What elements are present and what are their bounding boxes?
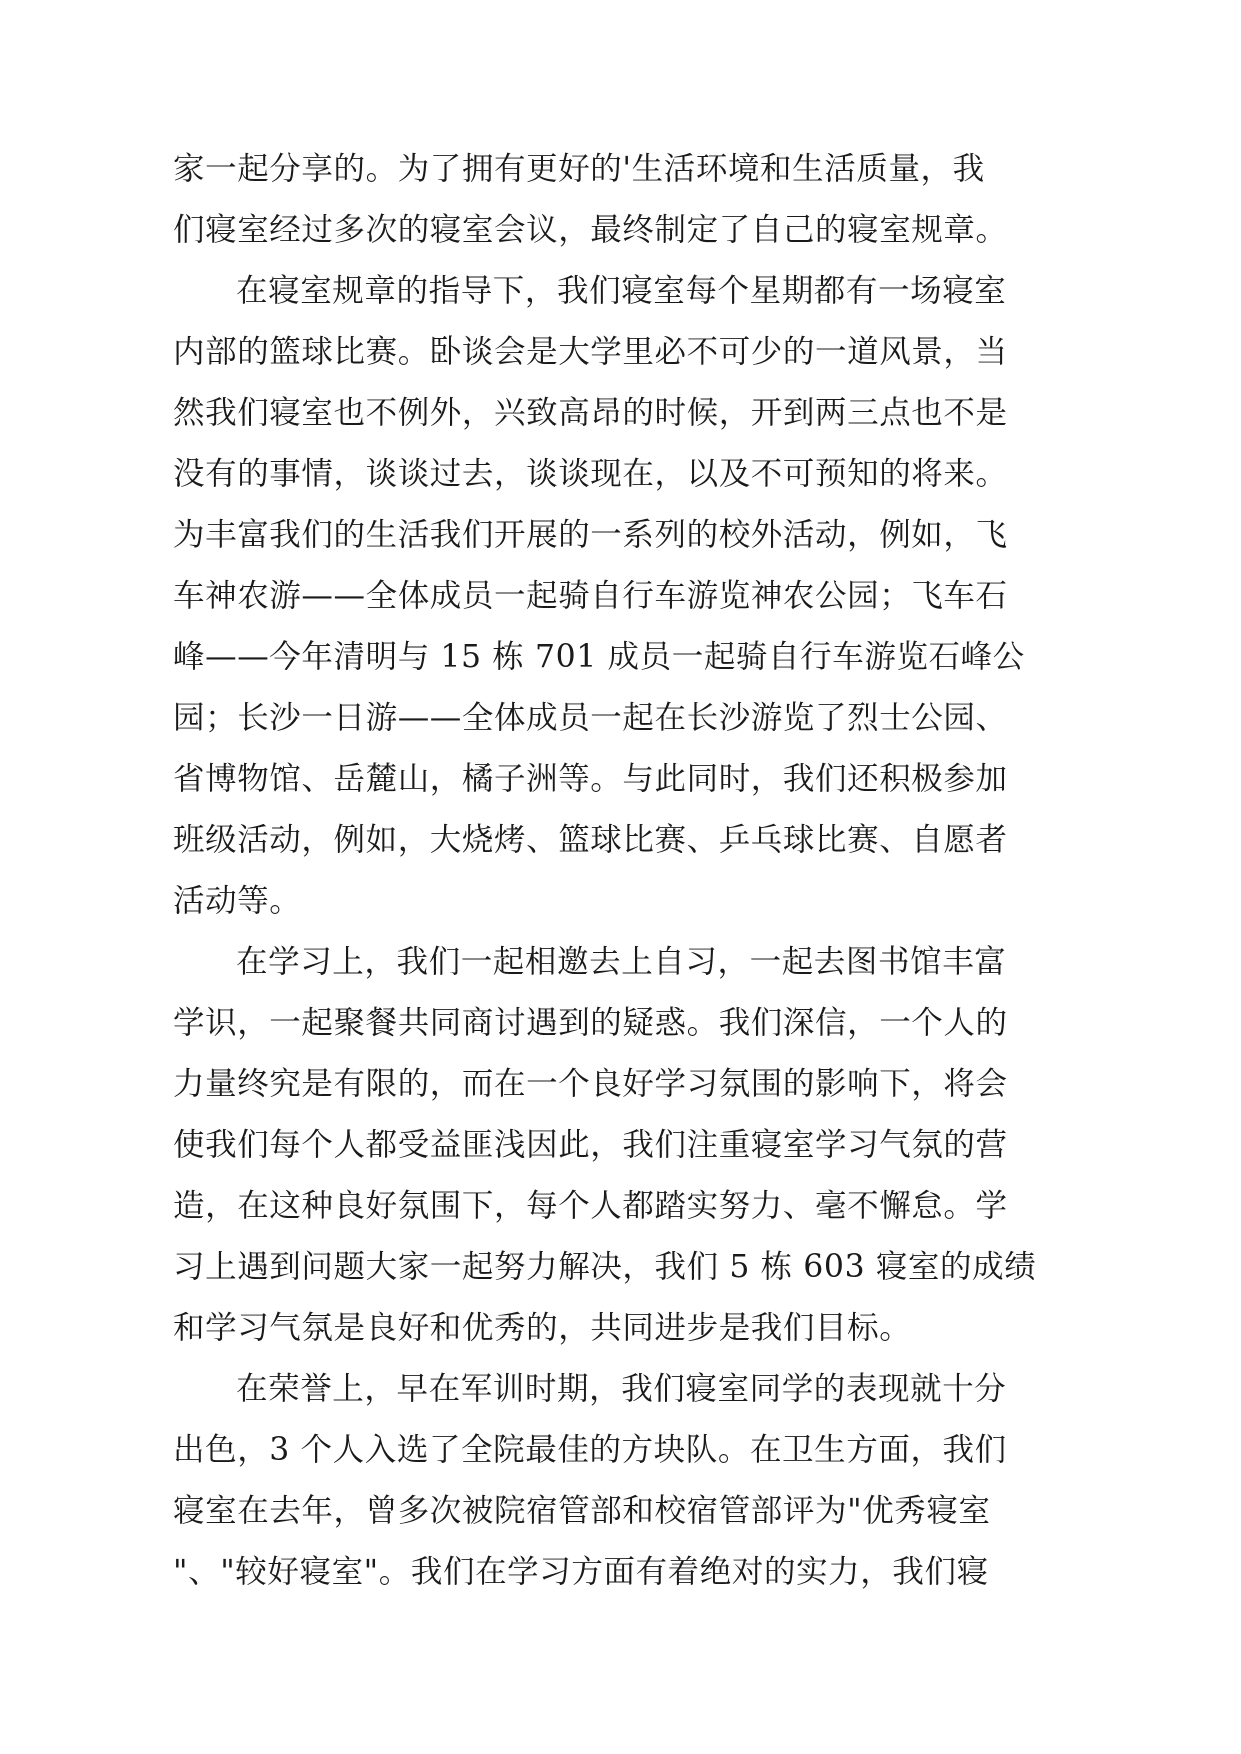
text-line: 活动等。	[173, 883, 302, 919]
text-line: 在荣誉上，早在军训时期，我们寝室同学的表现就十分	[236, 1371, 1007, 1407]
text-line: 省博物馆、岳麓山，橘子洲等。与此同时，我们还积极参加	[173, 761, 1008, 797]
text-line: 和学习气氛是良好和优秀的，共同进步是我们目标。	[173, 1310, 912, 1346]
text-line: 车神农游——全体成员一起骑自行车游览神农公园；飞车石	[173, 578, 1008, 614]
text-line: 家一起分享的。为了拥有更好的'生活环境和生活质量，我	[173, 151, 985, 187]
text-line: 在学习上，我们一起相邀去上自习，一起去图书馆丰富	[236, 944, 1007, 980]
text-line: 为丰富我们的生活我们开展的一系列的校外活动，例如，飞	[173, 517, 1008, 553]
text-line: 峰——今年清明与 15 栋 701 成员一起骑自行车游览石峰公	[173, 639, 1025, 675]
text-line: 学识，一起聚餐共同商讨遇到的疑惑。我们深信，一个人的	[173, 1005, 1008, 1041]
text-line: 们寝室经过多次的寝室会议，最终制定了自己的寝室规章。	[173, 212, 1008, 248]
text-line: 造，在这种良好氛围下，每个人都踏实努力、毫不懈怠。学	[173, 1188, 1008, 1224]
text-line: 寝室在去年，曾多次被院宿管部和校宿管部评为"优秀寝室	[173, 1493, 991, 1529]
text-line: 园；长沙一日游——全体成员一起在长沙游览了烈士公园、	[173, 700, 1008, 736]
text-line: 力量终究是有限的，而在一个良好学习氛围的影响下，将会	[173, 1066, 1008, 1102]
text-line: 班级活动，例如，大烧烤、篮球比赛、乒乓球比赛、自愿者	[173, 822, 1008, 858]
text-line: 然我们寝室也不例外，兴致高昂的时候，开到两三点也不是	[173, 395, 1008, 431]
text-line: 没有的事情，谈谈过去，谈谈现在，以及不可预知的将来。	[173, 456, 1008, 492]
text-line: "、"较好寝室"。我们在学习方面有着绝对的实力，我们寝	[173, 1554, 989, 1590]
text-line: 出色，3 个人入选了全院最佳的方块队。在卫生方面，我们	[173, 1432, 1007, 1468]
text-line: 使我们每个人都受益匪浅因此，我们注重寝室学习气氛的营	[173, 1127, 1008, 1163]
text-line: 习上遇到问题大家一起努力解决，我们 5 栋 603 寝室的成绩	[173, 1249, 1037, 1285]
text-line: 内部的篮球比赛。卧谈会是大学里必不可少的一道风景，当	[173, 334, 1008, 370]
text-line: 在寝室规章的指导下，我们寝室每个星期都有一场寝室	[236, 273, 1007, 309]
